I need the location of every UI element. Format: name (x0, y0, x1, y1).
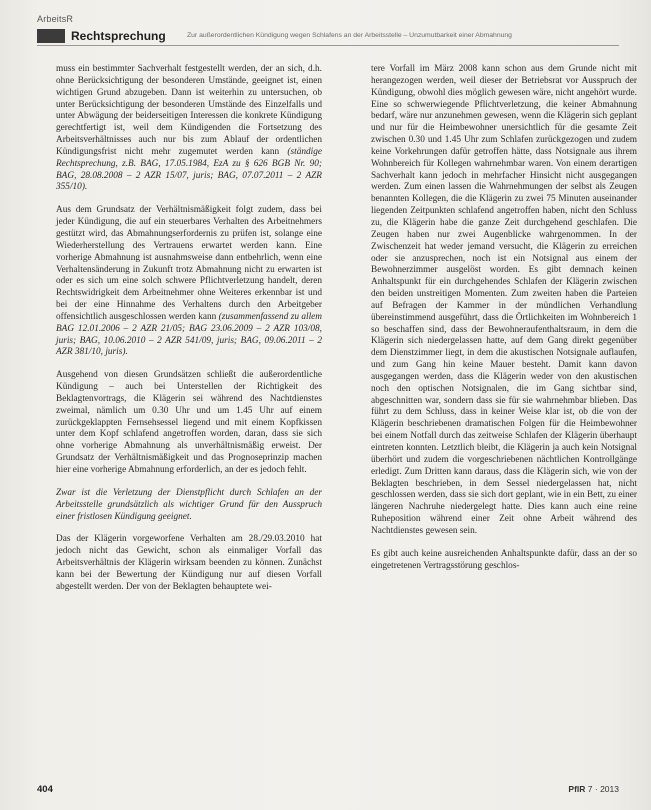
article-running-title: Zur außerordentlichen Kündigung wegen Schlafens an der Arbeitsstelle – Unzumutbarkeit einer Abmahnung (187, 32, 512, 39)
citation-text: (zusammenfassend zu allem BAG 12.01.2006 – 2 AZR 21/05; BAG 23.06.2009 – 2 AZR 103/08, juris; BAG, 10.06.2010 – 2 AZR 541/09, juris; BAG, 09.06.2011 – 2 AZR 381/10, juris). (56, 311, 322, 358)
body-text: tere Vorfall im März 2008 kann schon aus dem Grunde nicht mit herangezogen werden, weil dieser der Betriebsrat vor Ausspruch der Kündigung, obwohl dies möglich gewesen wäre, nicht angehört wurde. Eine so schwerwiegende Pflichtverletzung, die keiner Abmahnung bedarf, wäre nur anzunehmen gewesen, wenn die Klägerin sich geplant und nur für die Heimbewohner unersichtlich für die gesamte Zeit zwischen 0.30 und 1.45 Uhr zum Schlafen zurückgezogen und zudem keine Vorkehrungen dafür getroffen hätte, dass Notsignale aus ihrem Wohnbereich für Kollegen wahrnehmbar waren. Von einem derartigen Sachverhalt kann jedoch in mehrfacher Hinsicht nicht ausgegangen werden. Zum einen lassen die Wahrnehmungen der selbst als Zeugen benannten Kollegen, die die Klägerin zu zwei 75 Minuten auseinander liegenden Zeitpunkten schlafend angetroffen haben, nicht den Schluss zu, die Klägerin habe die ganze Zeit durchgehend geschlafen. Die Zeugen haben nur zwei Augenblicke wahrgenommen. In der Zwischenzeit hat weder jemand versucht, die Klägerin zu erreichen oder sie anzusprechen, noch ist ein Notsignal aus einem der Bewohnerzimmer ausgelöst worden. Es gibt demnach keinen Anhaltspunkt für ein durchgehendes Schlafen der Klägerin zwischen den beiden unstreitigen Momenten. Zum zweiten haben die Parteien auf Befragen der Kammer in der mündlichen Verhandlung übereinstimmend ausgeführt, dass die Örtlichkeiten im Wohnbereich 1 so beschaffen sind, dass der Bewohneraufenthaltsraum, in dem die Klägerin sich niedergelassen hatte, auf dem Gang direkt gegenüber dem Dienstzimmer liegt, in dem die akustischen Notsignale auflaufen, und zum Gang hin keine Mauer besteht. Damit kann davon ausgegangen werden, dass die Klägerin weder von den akustischen noch den optischen Notsignalen, die im Gang sichtbar sind, abgeschnitten war, sondern dass sie für sie wahrnehmbar blieben. Das führt zu dem Schluss, dass in keiner Weise klar ist, ob die von der Klägerin beschriebenen dramatischen Folgen für die Heimbewohner bei einem Notfall durch das zeitweise Schlafen der Klägerin überhaupt eintreten konnten. Letztlich bleibt, die Klägerin ja auch kein Notsignal überhört und zudem die vorgeschriebenen nächtlichen Kontrollgänge erledigt. Zum Dritten kann daraus, dass die Klägerin sich, wie von der Beklagten beschrieben, in dem Sessel niedergelassen hat, nicht geschlossen werden, dass sie sich dort geplant, wie in ein Bett, zu einer längeren Nachruhe niedergelegt hatte. Dies kann auch eine reine Ruheposition während einer Zeit ohne Arbeit während des Nachtdienstes gewesen sein. (371, 64, 637, 536)
body-text: Aus dem Grundsatz der Verhältnismäßigkeit folgt zudem, dass bei jeder Kündigung, die auf ein steuerbares Verhalten des Arbeitnehmers gestützt wird, das Abmahnungserfordernis zu prüfen ist, solange eine Wiederherstellung des Vertrauens erwartet werden kann. Eine vorherige Abmahnung ist ausnahmsweise dann entbehrlich, wenn eine Verhaltensänderung in Zukunft trotz Abmahnung nicht zu erwarten ist oder es sich um eine solch schwere Pflichtverletzung handelt, deren Rechtswidrigkeit dem Arbeitnehmer ohne Weiteres erkennbar ist und bei der eine Hinnahme des Verhaltens durch den Arbeitgeber offensichtlich ausgeschlossen werden kann (56, 205, 322, 322)
citation-text: (ständige Rechtsprechung, z.B. BAG, 17.05.1984, EzA zu § 626 BGB Nr. 90; BAG, 28.08.2008 – 2 AZR 15/07, juris; BAG, 07.07.2011 – 2 AZR 355/10). (56, 146, 322, 193)
page-footer (37, 784, 619, 798)
issue-number: 7 · 2013 (587, 784, 619, 794)
page-number: 404 (37, 784, 53, 795)
paragraph (371, 549, 637, 573)
header-rule (37, 45, 619, 46)
header-marker-block (37, 29, 65, 43)
journal-name: PflR (568, 784, 586, 794)
paragraph (56, 534, 322, 593)
section-title: Rechtsprechung (71, 29, 166, 43)
body-text: Ausgehend von diesen Grundsätzen schließt die außerordentliche Kündigung – auch bei Unterstellen der Richtigkeit des Beklagtenvortrags, die Klägerin sei während des Nachtdienstes zweimal, nämlich um 0.30 Uhr und um 1.45 Uhr auf einem zurückgeklappten Fernsehsessel liegend und mit einem Kopfkissen unter dem Kopf schlafend angetroffen worden, daran, dass sie sich ohne vorherige Abmahnung als unverhältnismäßig erweist. Der Grundsatz der Verhältnismäßigkeit und das Prognoseprinzip machen hier eine vorherige Abmahnung erforderlich, an der es jedoch fehlt. (56, 370, 322, 475)
paragraph (56, 488, 322, 524)
paragraph (371, 64, 637, 538)
left-text-column (56, 64, 322, 594)
right-text-column (371, 64, 637, 572)
paragraph (56, 370, 322, 477)
citation-text: Zwar ist die Verletzung der Dienstpflicht durch Schlafen an der Arbeitsstelle grundsätzlich als wichtiger Grund für den Ausspruch einer fristlosen Kündigung geeignet. (56, 487, 322, 522)
journal-issue (568, 784, 619, 794)
body-text: Das der Klägerin vorgeworfene Verhalten am 28./29.03.2010 hat jedoch nicht das Gewicht, schon als einmaliger Vorfall das Arbeitsverhältnis der Klägerin wirksam beenden zu können. Zunächst kann bei der Bewertung der Kündigung nur auf diesen Vorfall abgestellt werden. Der von der Beklagten behauptete wei- (56, 534, 322, 592)
paragraph (56, 205, 322, 359)
body-text: muss ein bestimmter Sachverhalt festgestellt werden, der an sich, d.h. ohne Berücksichtigung der besonderen Umstände, geeignet ist, einen wichtigen Grund abzugeben. Dann ist weiterhin zu untersuchen, ob unter Berücksichtigung der besonderen Umstände des Einzelfalls und unter Abwägung der beiderseitigen Interessen die konkrete Kündigung gerechtfertigt ist, weil dem Kündigenden die Fortsetzung des Arbeitsverhältnisses auch nur bis zum Ablauf der ordentlichen Kündigungsfrist nicht mehr zugemutet werden kann (56, 64, 322, 157)
paragraph (56, 64, 322, 194)
page-header (37, 28, 619, 44)
body-text: Es gibt auch keine ausreichenden Anhaltspunkte dafür, dass an der so eingetretenen Vertragsstörung geschlos- (371, 548, 637, 571)
publication-brand: ArbeitsR (37, 14, 74, 24)
